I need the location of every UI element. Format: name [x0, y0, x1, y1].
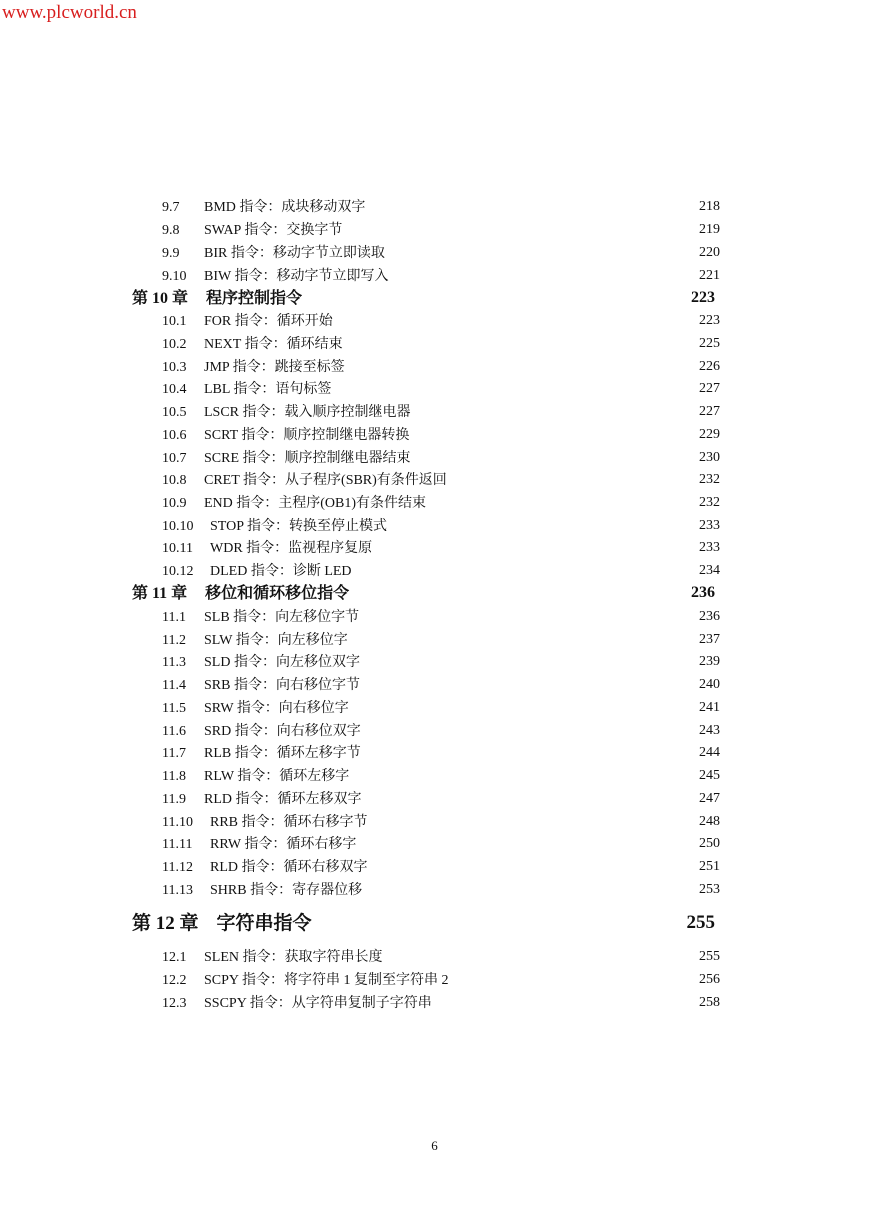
toc-entry[interactable] — [162, 743, 722, 763]
section-page-number: 232 — [699, 495, 720, 510]
toc-entry[interactable] — [162, 652, 722, 672]
section-page-number: 244 — [699, 745, 720, 760]
section-title: RLD 指令：循环左移双字 — [204, 792, 362, 807]
section-title: BIW 指令：移动字节立即写入 — [204, 269, 389, 284]
section-page-number: 245 — [699, 768, 720, 783]
toc-entry[interactable] — [162, 857, 722, 877]
section-title: BIR 指令：移动字节立即读取 — [204, 246, 385, 261]
toc-entry[interactable] — [162, 993, 722, 1013]
section-number: 9.8 — [162, 223, 180, 238]
chapter-label: 第 10 章 — [132, 290, 189, 307]
section-number: 11.9 — [162, 792, 186, 807]
section-title: SWAP 指令：交换字节 — [204, 223, 343, 238]
section-page-number: 239 — [699, 654, 720, 669]
section-page-number: 229 — [699, 427, 720, 442]
section-title: END 指令：主程序(OB1)有条件结束 — [204, 496, 427, 511]
toc-entry[interactable] — [162, 516, 722, 536]
toc-chapter[interactable] — [132, 910, 715, 936]
toc-entry[interactable] — [162, 379, 722, 399]
section-page-number: 220 — [699, 245, 720, 260]
section-title: RLD 指令：循环右移双字 — [210, 860, 368, 875]
section-page-number: 255 — [699, 949, 720, 964]
toc-entry[interactable] — [162, 630, 722, 650]
section-number: 11.5 — [162, 701, 186, 716]
section-title: WDR 指令：监视程序复原 — [210, 541, 373, 556]
section-page-number: 250 — [699, 836, 720, 851]
section-number: 9.7 — [162, 200, 180, 215]
section-page-number: 225 — [699, 336, 720, 351]
section-title: SLB 指令：向左移位字节 — [204, 610, 360, 625]
page-number: 6 — [431, 1138, 438, 1153]
section-title: FOR 指令：循环开始 — [204, 314, 333, 329]
section-page-number: 240 — [699, 677, 720, 692]
section-title: RLW 指令：循环左移字 — [204, 769, 350, 784]
toc-entry[interactable] — [162, 675, 722, 695]
chapter-page-number: 255 — [686, 912, 715, 933]
section-title: BMD 指令：成块移动双字 — [204, 200, 366, 215]
chapter-label: 第 12 章 — [132, 913, 199, 934]
section-page-number: 248 — [699, 814, 720, 829]
toc-entry[interactable] — [162, 425, 722, 445]
section-number: 11.3 — [162, 655, 186, 670]
section-title: SLD 指令：向左移位双字 — [204, 655, 360, 670]
watermark-link[interactable]: www.plcworld.cn — [2, 2, 137, 23]
chapter-title: 程序控制指令 — [206, 288, 303, 307]
section-page-number: 258 — [699, 995, 720, 1010]
chapter-label: 第 11 章 — [132, 585, 188, 602]
section-page-number: 243 — [699, 723, 720, 738]
section-number: 10.12 — [162, 564, 194, 579]
section-page-number: 230 — [699, 450, 720, 465]
toc-entry[interactable] — [162, 243, 722, 263]
section-title: SHRB 指令：寄存器位移 — [210, 883, 363, 898]
section-title: LBL 指令：语句标签 — [204, 382, 332, 397]
toc-chapter[interactable] — [132, 583, 715, 603]
toc-entry[interactable] — [162, 311, 722, 331]
toc-entry[interactable] — [162, 812, 722, 832]
toc-entry[interactable] — [162, 402, 722, 422]
toc-entry[interactable] — [162, 561, 722, 581]
toc-entry[interactable] — [162, 721, 722, 741]
section-page-number: 218 — [699, 199, 720, 214]
section-number: 11.1 — [162, 610, 186, 625]
section-title: SCPY 指令：将字符串 1 复制至字符串 2 — [204, 973, 449, 988]
toc-entry[interactable] — [162, 538, 722, 558]
section-number: 11.10 — [162, 815, 193, 830]
toc-entry[interactable] — [162, 266, 722, 286]
section-page-number: 241 — [699, 700, 720, 715]
section-number: 11.8 — [162, 769, 186, 784]
section-page-number: 226 — [699, 359, 720, 374]
section-page-number: 221 — [699, 268, 720, 283]
section-page-number: 232 — [699, 472, 720, 487]
section-number: 11.2 — [162, 633, 186, 648]
toc-entry[interactable] — [162, 789, 722, 809]
section-page-number: 256 — [699, 972, 720, 987]
section-number: 12.2 — [162, 973, 187, 988]
section-page-number: 251 — [699, 859, 720, 874]
section-number: 11.13 — [162, 883, 193, 898]
section-title: LSCR 指令：载入顺序控制继电器 — [204, 405, 411, 420]
section-number: 11.11 — [162, 837, 193, 852]
section-page-number: 236 — [699, 609, 720, 624]
section-number: 9.9 — [162, 246, 180, 261]
toc-entry[interactable] — [162, 334, 722, 354]
section-title: CRET 指令：从子程序(SBR)有条件返回 — [204, 473, 447, 488]
section-page-number: 234 — [699, 563, 720, 578]
section-number: 10.7 — [162, 451, 187, 466]
section-page-number: 233 — [699, 540, 720, 555]
section-number: 10.6 — [162, 428, 187, 443]
chapter-title: 字符串指令 — [216, 912, 312, 934]
section-title: SRW 指令：向右移位字 — [204, 701, 349, 716]
toc-entry[interactable] — [162, 766, 722, 786]
section-title: SLEN 指令：获取字符串长度 — [204, 950, 383, 965]
section-number: 10.2 — [162, 337, 187, 352]
section-number: 11.4 — [162, 678, 186, 693]
section-title: SLW 指令：向左移位字 — [204, 633, 348, 648]
section-title: SRB 指令：向右移位字节 — [204, 678, 360, 693]
chapter-page-number: 236 — [691, 584, 715, 601]
section-number: 12.1 — [162, 950, 187, 965]
section-page-number: 227 — [699, 404, 720, 419]
toc-chapter[interactable] — [132, 288, 715, 308]
toc-entry[interactable] — [162, 493, 722, 513]
section-number: 10.10 — [162, 519, 194, 534]
section-title: RRW 指令：循环右移字 — [210, 837, 357, 852]
section-number: 11.7 — [162, 746, 186, 761]
section-title: RRB 指令：循环右移字节 — [210, 815, 368, 830]
section-number: 10.9 — [162, 496, 187, 511]
section-number: 11.12 — [162, 860, 193, 875]
section-page-number: 227 — [699, 381, 720, 396]
toc-entry[interactable] — [162, 970, 722, 990]
section-number: 10.3 — [162, 360, 187, 375]
section-title: SCRE 指令：顺序控制继电器结束 — [204, 451, 411, 466]
toc-entry[interactable] — [162, 834, 722, 854]
section-title: JMP 指令：跳接至标签 — [204, 360, 345, 375]
toc-entry[interactable] — [162, 470, 722, 490]
section-page-number: 247 — [699, 791, 720, 806]
section-title: SSCPY 指令：从字符串复制子字符串 — [204, 996, 432, 1011]
section-number: 10.8 — [162, 473, 187, 488]
section-title: SRD 指令：向右移位双字 — [204, 724, 361, 739]
section-title: STOP 指令：转换至停止模式 — [210, 519, 387, 534]
section-number: 12.3 — [162, 996, 187, 1011]
toc-entry[interactable] — [162, 698, 722, 718]
toc-entry[interactable] — [162, 220, 722, 240]
section-number: 10.4 — [162, 382, 187, 397]
toc-entry[interactable] — [162, 197, 722, 217]
section-page-number: 223 — [699, 313, 720, 328]
chapter-title: 移位和循环移位指令 — [205, 583, 350, 602]
toc-entry[interactable] — [162, 880, 722, 900]
section-page-number: 233 — [699, 518, 720, 533]
toc-entry[interactable] — [162, 448, 722, 468]
section-page-number: 219 — [699, 222, 720, 237]
section-number: 9.10 — [162, 269, 187, 284]
toc-entry[interactable] — [162, 357, 722, 377]
section-title: SCRT 指令：顺序控制继电器转换 — [204, 428, 410, 443]
section-title: NEXT 指令：循环结束 — [204, 337, 343, 352]
section-page-number: 253 — [699, 882, 720, 897]
section-number: 10.11 — [162, 541, 193, 556]
section-page-number: 237 — [699, 632, 720, 647]
toc-entry[interactable] — [162, 947, 722, 967]
chapter-page-number: 223 — [691, 289, 715, 306]
section-number: 11.6 — [162, 724, 186, 739]
section-title: DLED 指令：诊断 LED — [210, 564, 352, 579]
toc-entry[interactable] — [162, 607, 722, 627]
section-number: 10.5 — [162, 405, 187, 420]
section-title: RLB 指令：循环左移字节 — [204, 746, 361, 761]
section-number: 10.1 — [162, 314, 187, 329]
